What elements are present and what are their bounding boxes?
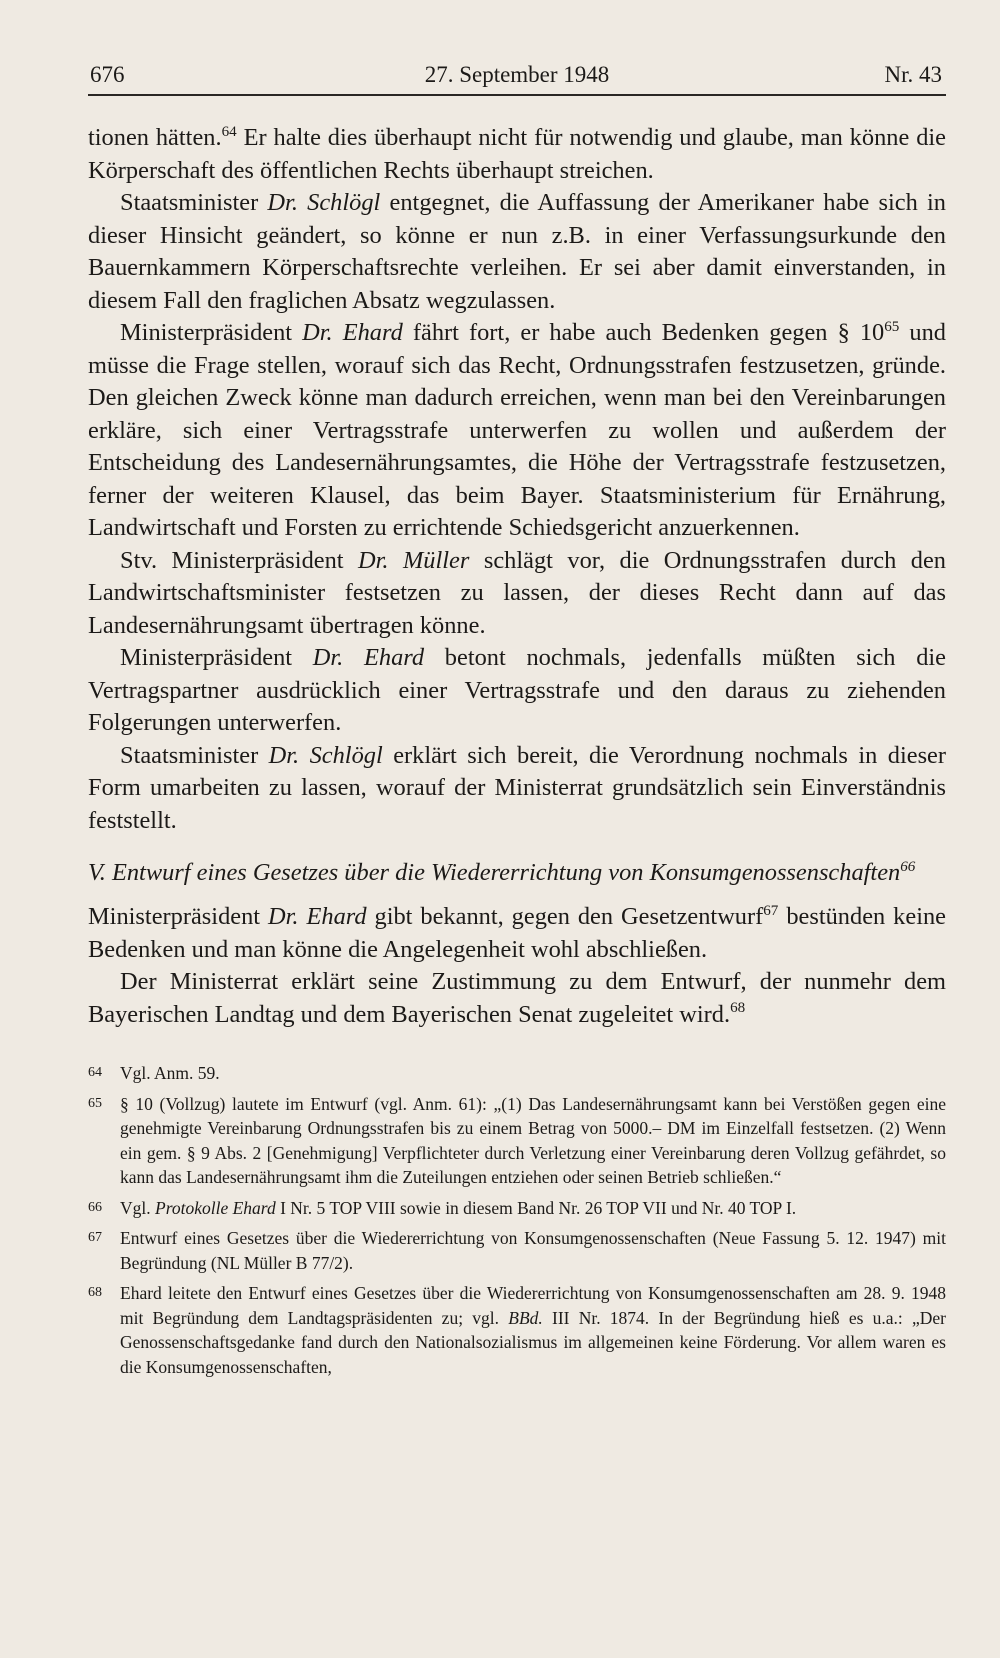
speaker-name: Dr. Schlögl	[267, 189, 381, 216]
paragraph	[88, 642, 946, 740]
footnote	[88, 1061, 946, 1086]
text-run: entgegnet, die Auffassung der Amerikaner habe sich in dieser Hinsicht geändert, so könne er nun z.B. in einer Verfassungsurkunde den Bauernkammern Körperschaftsrechte verleihen. Er sei aber damit einverstanden, in diesem Fall den fraglichen Absatz wegzulassen.	[88, 189, 947, 314]
header-date: 27. September 1948	[424, 62, 610, 87]
footnote	[88, 1196, 946, 1221]
page-header	[88, 58, 946, 96]
footnote-text: § 10 (Vollzug) lautete im Entwurf (vgl. Anm. 61): „(1) Das Landesernährungsamt kann bei Verstößen gegen eine genehmigte Vereinbarung Ordnungsstrafen bis zu einem Betrag von 5000.– DM im Einzelfall festsetzen. (2) Wenn ein gem. § 9 Abs. 2 [Genehmigung] Verpflichteter durch Verletzung einer Vereinbarung deren Vollzug gefährdet, so kann das Landesernährungsamt ihm die Zuteilungen entziehen oder seinen Betrieb schließen.“	[120, 1093, 946, 1187]
text-run: Ministerpräsident	[120, 319, 303, 346]
footnote-text: Entwurf eines Gesetzes über die Wiedererrichtung von Konsumgenossenschaften (Neue Fassung 5. 12. 1947) mit Begründung (NL Müller B 77/2).	[120, 1228, 946, 1273]
footnote-ref[interactable]: 64	[221, 123, 237, 140]
footnote-text: Ehard leitete den Entwurf eines Gesetzes über die Wiedererrichtung von Konsumgenossenschaften am 28. 9. 1948 mit Begründung dem Landtagspräsidenten zu; vgl.	[120, 1283, 946, 1328]
speaker-name: Dr. Müller	[358, 546, 470, 574]
paragraph	[88, 122, 946, 187]
paragraph	[88, 901, 946, 966]
paragraph	[88, 187, 946, 317]
citation-title: Protokolle Ehard	[155, 1197, 276, 1218]
footnote-ref[interactable]: 67	[763, 902, 779, 919]
speaker-name: Dr. Ehard	[268, 903, 367, 930]
footnote-ref[interactable]: 65	[884, 318, 900, 335]
page-number: 676	[90, 62, 125, 87]
speaker-name: Dr. Ehard	[312, 644, 425, 671]
text-run: Ministerpräsident	[88, 903, 269, 930]
text-run: Er halte dies überhaupt nicht für notwendig und glaube, man könne die Körperschaft des öffentlichen Rechts überhaupt streichen.	[88, 124, 946, 184]
main-text	[88, 122, 946, 1031]
paragraph	[88, 740, 946, 838]
text-run: gibt bekannt, gegen den Gesetzentwurf	[366, 903, 764, 930]
text-run: schlägt vor, die Ordnungsstrafen durch den Landwirtschaftsminister festsetzen zu lassen, der dieses Recht dann auf das Landesernährungsamt übertragen könne.	[88, 546, 946, 639]
footnote-ref[interactable]: 68	[730, 1000, 746, 1017]
text-run: bestünden keine Bedenken und man könne die Angelegenheit wohl abschließen.	[88, 903, 946, 963]
text-run: Stv. Ministerpräsident	[120, 546, 359, 574]
paragraph	[88, 317, 946, 545]
text-run: fährt fort, er habe auch Bedenken gegen § 10	[402, 319, 885, 346]
text-run: Der Ministerrat erklärt seine Zustimmung zu dem Entwurf, der nunmehr dem Bayerischen Landtag und dem Bayerischen Senat zugeleitet wird.	[88, 968, 946, 1028]
footnote-ref[interactable]: 66	[900, 858, 916, 875]
paragraph	[88, 545, 946, 643]
text-run: tionen hätten.	[88, 124, 222, 151]
footnote	[88, 1092, 946, 1190]
footnote-number: 64	[88, 1065, 102, 1080]
document-number: Nr. 43	[884, 62, 942, 87]
citation-title: BBd.	[508, 1307, 543, 1328]
footnote-text: Vgl.	[120, 1197, 155, 1218]
footnote-text: I Nr. 5 TOP VIII sowie in diesem Band Nr. 26 TOP VII und Nr. 40 TOP I.	[275, 1197, 797, 1218]
footnote-number: 66	[88, 1199, 102, 1215]
text-run: und müsse die Frage stellen, worauf sich das Recht, Ordnungsstrafen festzusetzen, gründe. Den gleichen Zweck könne man dadurch erreichen, wenn man bei den Vereinbarungen erkläre, sich einer Vertragsstrafe unterwerfen zu wollen und außerdem der Entscheidung des Landesernährungsamtes, die Höhe der Vertragsstrafe festzusetzen, ferner der weiteren Klausel, das beim Bayer. Staatsministerium für Ernährung, Landwirtschaft und Forsten zu errichtende Schiedsgericht anzuerkennen.	[88, 319, 947, 541]
text-run: Staatsminister	[120, 741, 269, 769]
footnote	[88, 1226, 946, 1275]
speaker-name: Dr. Ehard	[302, 319, 403, 346]
footnote-number: 65	[88, 1095, 102, 1111]
text-run: Ministerpräsident	[120, 644, 313, 671]
text-run: betont nochmals, jedenfalls müßten sich die Vertragspartner ausdrücklich einer Vertragsstrafe und den daraus zu ziehenden Folgerungen unterwerfen.	[88, 644, 947, 736]
speaker-name: Dr. Schlögl	[268, 741, 383, 769]
footnote	[88, 1281, 946, 1379]
section-heading	[88, 857, 946, 889]
footnotes	[88, 1061, 946, 1379]
footnote-number: 67	[88, 1230, 102, 1245]
text-run: erklärt sich bereit, die Verordnung nochmals in dieser Form umarbeiten zu lassen, worauf der Ministerrat grundsätzlich sein Einverständnis feststellt.	[88, 741, 947, 834]
text-run: Staatsminister	[120, 189, 268, 216]
footnote-text: III Nr. 1874. In der Begründung hieß es u.a.: „Der Genossenschaftsgedanke fand durch den Nationalsozialismus im allgemeinen keine Förderung. Vor allem waren es die Konsumgenossenschaften,	[120, 1307, 946, 1377]
document-page	[88, 58, 946, 1385]
paragraph	[88, 966, 946, 1031]
section-title: V. Entwurf eines Gesetzes über die Wiedererrichtung von Konsumgenossenschaften	[88, 859, 901, 886]
footnote-text: Vgl. Anm. 59.	[120, 1063, 220, 1083]
footnote-number: 68	[88, 1285, 102, 1300]
